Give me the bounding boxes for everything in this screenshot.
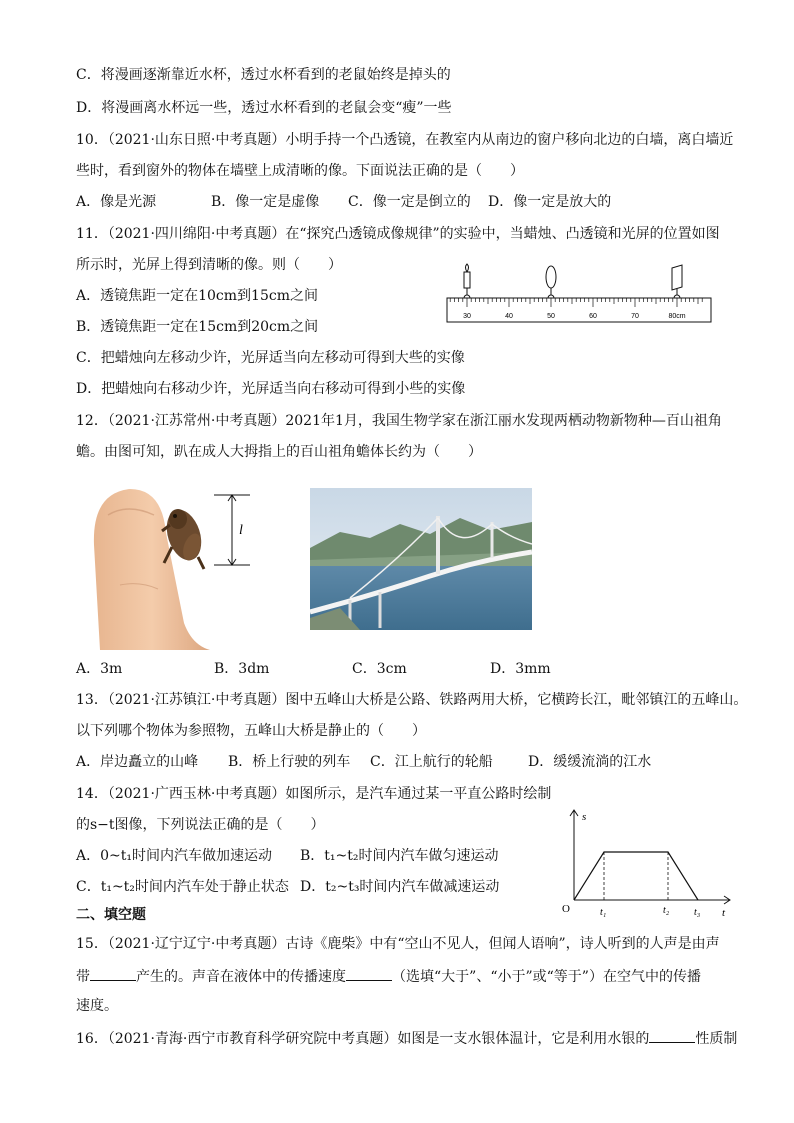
question-13-line2: 以下列哪个物体为参照物，五峰山大桥是静止的（ ）: [76, 723, 426, 739]
q14-option-d: D．t₂~t₃时间内汽车做减速运动: [300, 879, 500, 895]
thumb-frog-figure: [80, 485, 260, 650]
q13-option-b: B．桥上行驶的列车: [228, 754, 351, 770]
option-d: D．将漫画离水杯远一些，透过水杯看到的老鼠会变“瘦”一些: [76, 100, 452, 116]
question-14-line2: 的s−t图像，下列说法正确的是（ ）: [76, 817, 325, 833]
question-11-line2: 所示时，光屏上得到清晰的像。则（ ）: [76, 257, 342, 273]
q12-option-a: A．3m: [76, 661, 123, 677]
answer-blank[interactable]: [649, 1028, 695, 1043]
q11-option-a: A．透镜焦距一定在10cm到15cm之间: [76, 288, 318, 304]
question-11-line1: 11．（2021·四川绵阳·中考真题）在“探究凸透镜成像规律”的实验中，当蜡烛、凸透镜和光屏的位置如图: [76, 226, 720, 242]
q10-option-c: C．像一定是倒立的: [348, 194, 471, 210]
q11-option-b: B．透镜焦距一定在15cm到20cm之间: [76, 319, 319, 335]
t2-label: t₂: [663, 905, 670, 916]
q16-text-a: 16．（2021·青海·西宁市教育科学研究院中考真题）如图是一支水银体温计，它是利用水银的: [76, 1031, 650, 1047]
t-axis-label: t: [722, 907, 726, 919]
question-10-line1: 10．（2021·山东日照·中考真题）小明手持一个凸透镜，在教室内从南边的窗户移向北边的白墙，离白墙近: [76, 132, 734, 148]
q10-option-d: D．像一定是放大的: [488, 194, 612, 210]
length-label: l: [239, 523, 243, 538]
origin-label: O: [562, 903, 570, 915]
s-axis-label: s: [582, 811, 587, 823]
screen-icon: [672, 265, 682, 296]
s-t-graph: [558, 804, 738, 920]
section-title: 二、填空题: [76, 907, 146, 923]
question-13-line1: 13．（2021·江苏镇江·中考真题）图中五峰山大桥是公路、铁路两用大桥，它横跨长江，毗邻镇江的五峰山。: [76, 692, 748, 708]
q12-option-c: C．3cm: [352, 661, 407, 677]
ruler-label: 40: [505, 313, 513, 320]
question-15-line1: 15．（2021·辽宁辽宁·中考真题）古诗《鹿柴》中有“空山不见人，但闻人语响”，诗人听到的人声是由声: [76, 936, 720, 952]
answer-blank[interactable]: [346, 966, 392, 981]
lens-icon: [546, 266, 556, 296]
q15-text-a: 带: [76, 969, 90, 985]
q14-option-a: A．0~t₁时间内汽车做加速运动: [76, 848, 272, 864]
q13-option-d: D．缓缓流淌的江水: [528, 754, 652, 770]
question-12-line2: 蟾。由图可知，趴在成人大拇指上的百山祖角蟾体长约为（ ）: [76, 444, 482, 460]
question-14-line1: 14．（2021·广西玉林·中考真题）如图所示，是汽车通过某一平直公路时绘制: [76, 786, 552, 802]
question-15-line2: [76, 966, 701, 986]
question-10-line2: 些时，看到窗外的物体在墙壁上成清晰的像。下面说法正确的是（ ）: [76, 163, 524, 179]
t1-label: t₁: [600, 907, 607, 918]
q11-option-d: D．把蜡烛向右移动少许，光屏适当向右移动可得到小些的实像: [76, 381, 466, 397]
optical-bench-figure: [446, 262, 712, 324]
q12-option-b: B．3dm: [214, 661, 270, 677]
q15-text-b: 产生的。声音在液体中的传播速度: [136, 969, 346, 985]
q10-option-b: B．像一定是虚像: [211, 194, 320, 210]
q11-option-c: C．把蜡烛向左移动少许，光屏适当向左移动可得到大些的实像: [76, 350, 465, 366]
ruler-label: 70: [631, 313, 639, 320]
option-c: C．将漫画逐渐靠近水杯，透过水杯看到的老鼠始终是掉头的: [76, 67, 451, 83]
answer-blank[interactable]: [90, 966, 136, 981]
q15-text-c: （选填“大于”、“小于”或“等于”）在空气中的传播: [392, 969, 701, 985]
ruler-label: 30: [463, 313, 471, 320]
q14-option-c: C．t₁~t₂时间内汽车处于静止状态: [76, 879, 289, 895]
t3-label: t₃: [694, 907, 701, 918]
thumb-image: [94, 489, 210, 650]
q13-option-c: C．江上航行的轮船: [370, 754, 493, 770]
ruler-label: 60: [589, 313, 597, 320]
ruler-label: 50: [547, 313, 555, 320]
ruler-label: 80cm: [668, 313, 686, 320]
question-16-line1: [76, 1028, 737, 1048]
q13-option-a: A．岸边矗立的山峰: [76, 754, 199, 770]
q16-text-b: 性质制: [695, 1031, 738, 1047]
question-15-line3: 速度。: [76, 998, 118, 1014]
q12-option-d: D．3mm: [490, 661, 551, 677]
candle-icon: [464, 264, 470, 296]
q10-option-a: A．像是光源: [76, 194, 157, 210]
question-12-line1: 12．（2021·江苏常州·中考真题）2021年1月，我国生物学家在浙江丽水发现两栖动物新物种—百山祖角: [76, 413, 722, 429]
q14-option-b: B．t₁~t₂时间内汽车做匀速运动: [300, 848, 499, 864]
bridge-photo: [310, 488, 532, 630]
